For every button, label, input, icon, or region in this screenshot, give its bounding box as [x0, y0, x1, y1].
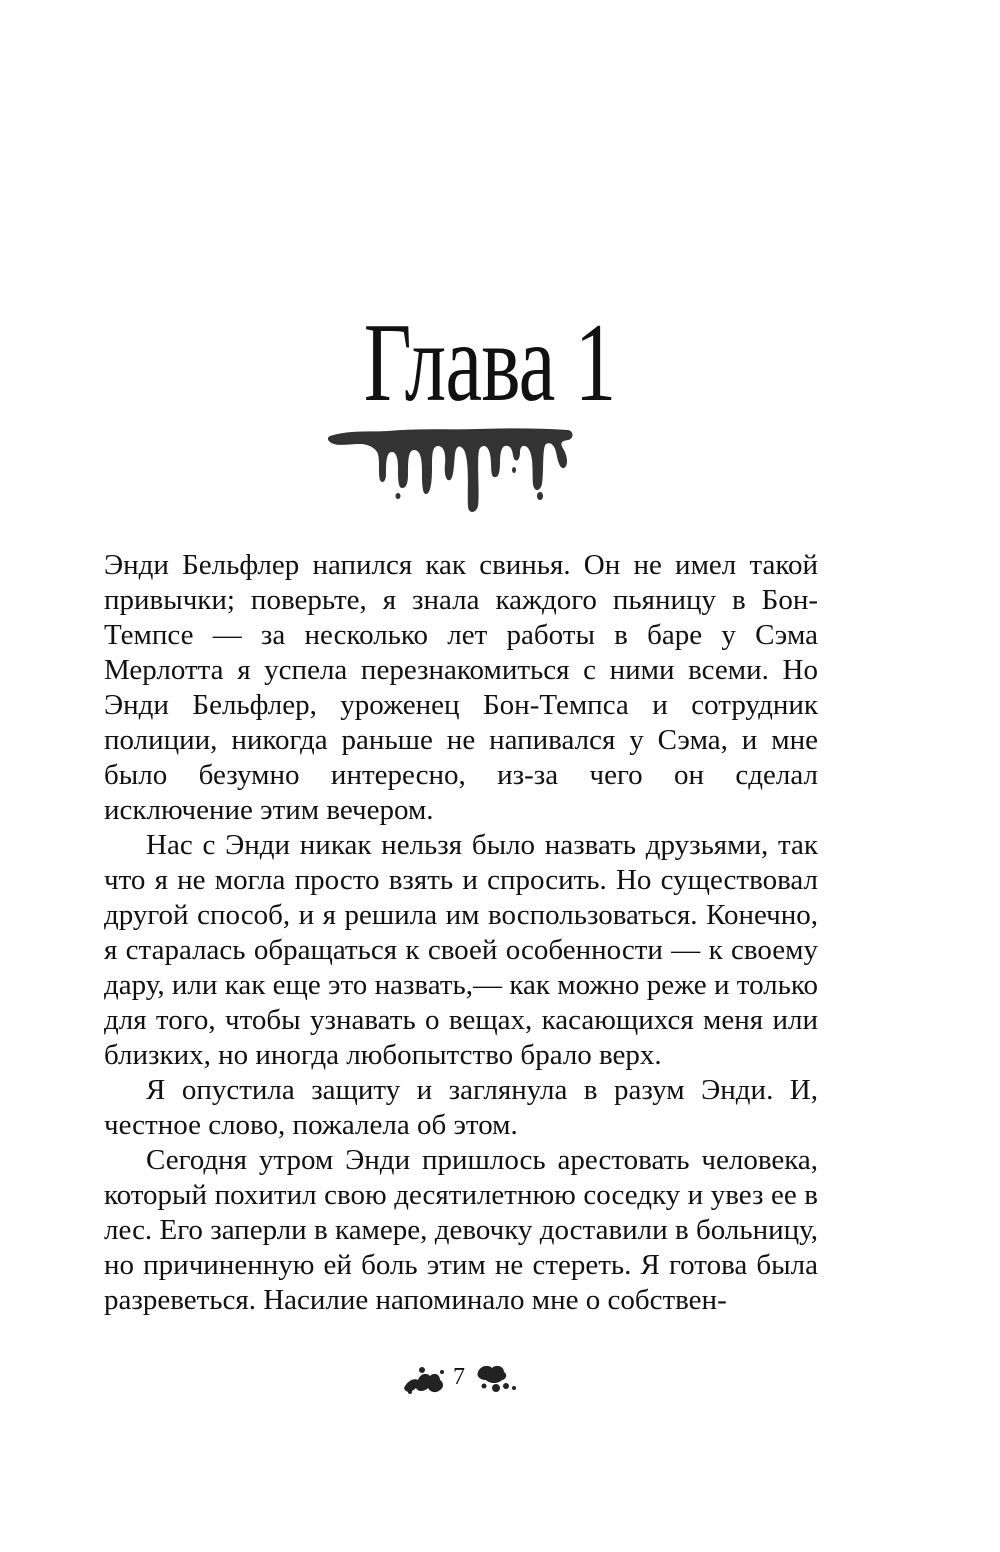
- page-footer: [400, 1362, 520, 1398]
- blot-ornament-left-icon: [400, 1362, 448, 1396]
- paragraph: Нас с Энди никак нельзя было назвать друзьями, так что я не могла просто взять и спросить. Но существовал другой способ, и я решила им воспользоваться. Конечно, я старалась обращаться к своей особенности — к своему дару, или как еще это назвать,— как можно реже и только для того, чтобы узнавать о вещах, касающихся меня или близких, но иногда любопытство брало верх.: [104, 829, 818, 1071]
- blood-drip-ornament: [328, 422, 576, 514]
- paragraph: Сегодня утром Энди пришлось арестовать человека, который похитил свою десятилетнюю соседку и увез ее в лес. Его заперли в камере, девочку доставили в больницу, но причиненную ей боль этим не стереть. Я готова была разреветься. Насилие напоминало мне о собствен-: [104, 1144, 818, 1316]
- paragraph: Энди Бельфлер напился как свинья. Он не имел такой привычки; поверьте, я знала каждого пьяницу в Бон-Темпсе — за несколько лет работы в баре у Сэма Мерлотта я успела перезнакомиться с ними всеми. Но Энди Бельфлер, уроженец Бон-Темпса и сотрудник полиции, никогда раньше не напивался у Сэма, и мне было безумно интересно, из-за чего он сделал исключение этим вечером.: [104, 549, 818, 826]
- chapter-body: [104, 548, 818, 1318]
- blot-ornament-right-icon: [474, 1362, 520, 1396]
- page-number: 7: [453, 1364, 465, 1390]
- chapter-title: Глава 1: [363, 301, 616, 425]
- paragraph: Я опустила защиту и заглянула в разум Энди. И, честное слово, пожалела об этом.: [104, 1074, 818, 1141]
